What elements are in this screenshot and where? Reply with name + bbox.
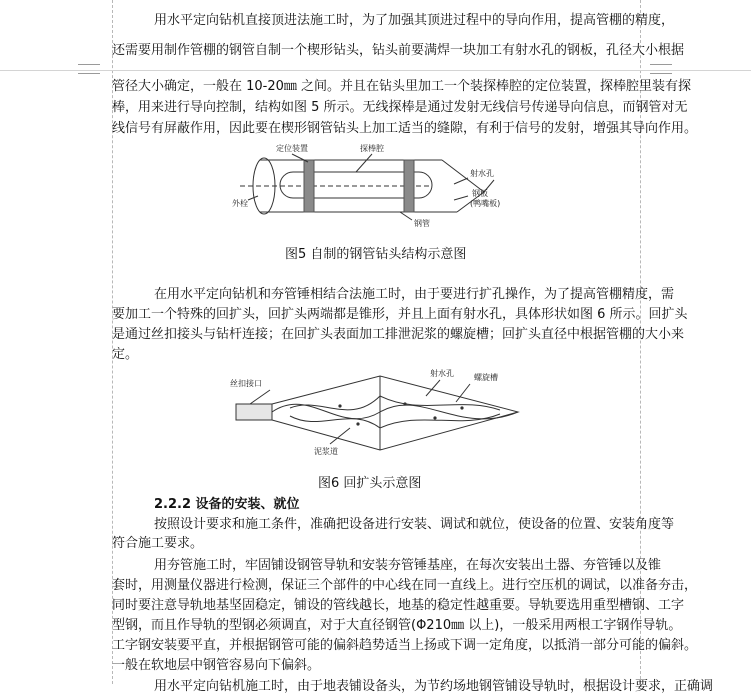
paragraph-line: 是通过丝扣接头与钻杆连接；在回扩头表面加工排泄泥浆的螺旋槽；回扩头直径中根据管棚的大小来 bbox=[112, 327, 685, 342]
thread-joint-shape bbox=[236, 404, 272, 420]
label-steel-pipe: 钢管 bbox=[414, 219, 430, 228]
crop-mark-right bbox=[650, 64, 672, 65]
label-duckbill: (鸭嘴板) bbox=[470, 199, 501, 208]
label-jet-hole: 射水孔 bbox=[470, 169, 494, 178]
paragraph-line: 要加工一个特殊的回扩头，回扩头两端都是锥形，并且上面有射水孔，具体形状如图 6 所示。回扩头 bbox=[112, 307, 688, 322]
label-jet-hole: 射水孔 bbox=[430, 369, 454, 378]
figure5-caption: 图5 自制的钢管钻头结构示意图 bbox=[285, 247, 467, 262]
paragraph-line: 管径大小确定，一般在 10-20㎜ 之间。并且在钻头里加工一个装探棒腔的定位装置，探棒腔里装有探 bbox=[112, 79, 692, 94]
paragraph-line: 一般在软地层中钢管容易向下偏斜。 bbox=[112, 658, 321, 673]
label-thread-joint: 丝扣接口 bbox=[230, 379, 262, 388]
label-positioner: 定位装置 bbox=[276, 144, 308, 153]
figure6-reamer-diagram bbox=[230, 366, 530, 462]
paragraph-line: 定。 bbox=[112, 347, 139, 362]
paragraph-line: 棒，用来进行导向控制，结构如图 5 所示。无线探棒是通过发射无线信号传递导向信息，而钢管对无 bbox=[112, 100, 688, 115]
page-break-line bbox=[0, 70, 751, 71]
paragraph-line: 按照设计要求和施工条件，准确把设备进行安装、调试和就位，使设备的位置、安装角度等 bbox=[154, 517, 675, 532]
crop-mark-right-lower bbox=[650, 73, 672, 74]
label-probe-cavity: 探棒腔 bbox=[360, 144, 384, 153]
label-spiral-groove: 螺旋槽 bbox=[474, 373, 498, 382]
crop-mark-left-lower bbox=[78, 73, 100, 74]
paragraph-line: 用夯管施工时，牢固铺设钢管导轨和安装夯管锤基座，在每次安装出土器、夯管锤以及锥 bbox=[154, 558, 662, 573]
label-outer-ring: 外栓 bbox=[232, 199, 248, 208]
section-heading: 2.2.2 设备的安装、就位 bbox=[154, 497, 300, 512]
paragraph-line: 在用水平定向钻机和夯管锤相结合法施工时，由于要进行扩孔操作，为了提高管棚精度，需 bbox=[154, 287, 675, 302]
label-steel-plate: 钢板 bbox=[472, 189, 488, 198]
paragraph-line: 工字钢安装要平直，并根据钢管可能的偏斜趋势适当上扬或下调一定角度，以抵消一部分可能的偏斜。 bbox=[112, 638, 698, 653]
paragraph-line: 用水平定向钻机施工时，由于地表铺设备头，为节约场地钢管铺设导轨时，根据设计要求，正确调 bbox=[154, 679, 714, 694]
paragraph-line: 符合施工要求。 bbox=[112, 536, 204, 551]
paragraph-line: 型钢，而且作导轨的型钢必须调直，对于大直径钢管(Φ210㎜ 以上)，一般采用两根工字钢作导轨。 bbox=[112, 618, 682, 633]
paragraph-line: 线信号有屏蔽作用，因此要在楔形钢管钻头上加工适当的缝隙，有利于信号的发射，增强其导向作用。 bbox=[112, 121, 698, 136]
figure6-caption: 图6 回扩头示意图 bbox=[318, 476, 422, 491]
paragraph-line: 同时要注意导轨地基坚固稳定，铺设的管线越长，地基的稳定性越重要。导轨要选用重型槽钢、工字 bbox=[112, 598, 685, 613]
paragraph-line: 还需要用制作管棚的钢管自制一个楔形钻头，钻头前要满焊一块加工有射水孔的钢板，孔径大小根据 bbox=[112, 43, 685, 58]
crop-mark-left bbox=[78, 64, 100, 65]
figure5-drill-bit-diagram bbox=[232, 140, 532, 232]
label-mud-channel: 泥浆道 bbox=[314, 447, 338, 456]
paragraph-line: 用水平定向钻机直接顶进法施工时，为了加强其顶进过程中的导向作用，提高管棚的精度， bbox=[154, 13, 675, 28]
paragraph-line: 套时，用测量仪器进行检测，保证三个部件的中心线在同一直线上。进行空压机的调试，以准备夯击， bbox=[112, 578, 698, 593]
